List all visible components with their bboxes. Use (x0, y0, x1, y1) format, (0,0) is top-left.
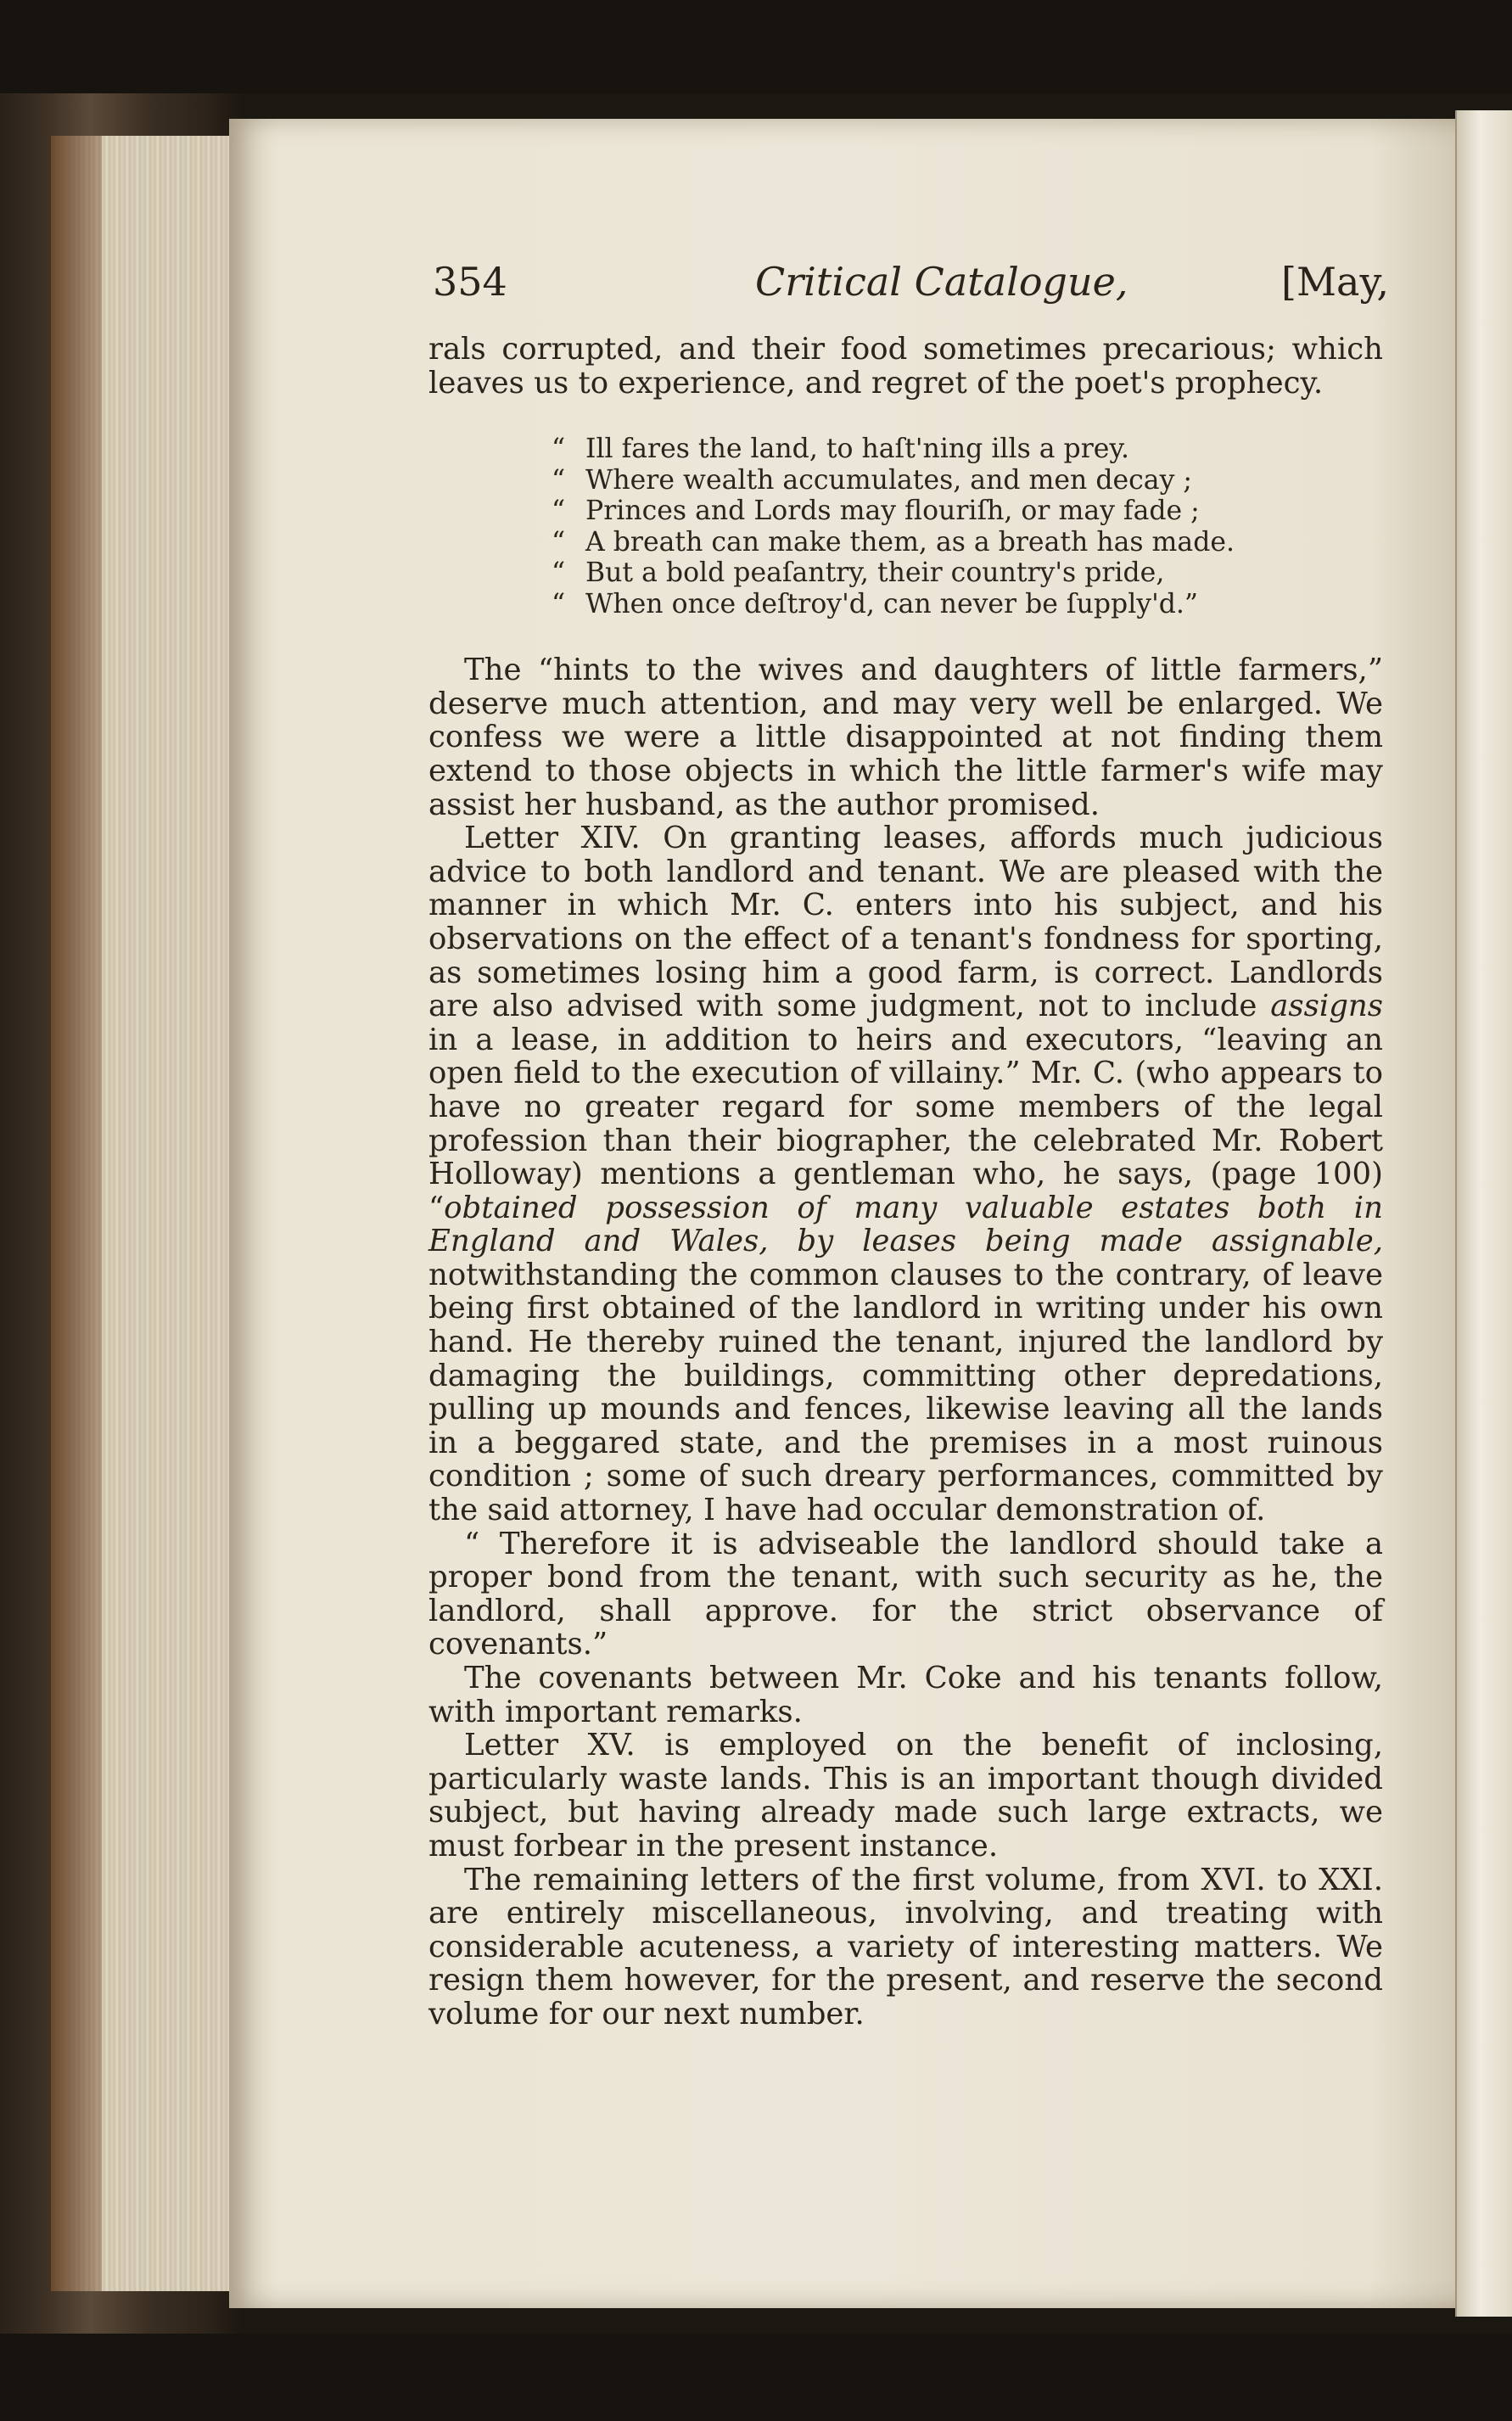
right-page-edge (1455, 110, 1512, 2317)
page-body (428, 333, 1383, 2032)
page-month: [May, (1281, 259, 1389, 305)
poem-quotation (552, 434, 1383, 619)
page-number: 354 (433, 259, 507, 305)
paragraph-therefore: “ Therefore it is adviseable the landlord should take a proper bond from the tenant, with such security as he, the landlord, shall approve. for the strict observance of covenants.” (428, 1526, 1383, 1662)
poem-line: “ Ill fares the land, to haſt'ning ills a prey. (552, 434, 1130, 465)
paragraph-covenants: The covenants between Mr. Coke and his tenants follow, with important remarks. (428, 1661, 1383, 1729)
poem-line: “ Where wealth accumulates, and men decay ; (552, 464, 1192, 496)
running-head (433, 259, 1392, 310)
paragraph-letter-xiv: Letter XIV. On granting leases, affords much judicious advice to both landlord and tenant. We are pleased with the manner in which Mr. C. enters into his subject, and his observations on the effect of a tenant's fondness for sporting, as sometimes losing him a good farm, is correct. Landlords are also advised with some judgment, not to include assigns in a lease, in addition to heirs and executors, “leaving an open field to the execution of villainy.” Mr. C. (who appears to have no greater regard for some members of the legal profession than their biographer, the celebrated Mr. Robert Holloway) mentions a gentleman who, he says, (page 100) “obtained possession of many valuable estates both in England and Wales, by leases being made assignable, notwithstanding the common clauses to the contrary, of leave being first obtained of the landlord in writing under his own hand. He thereby ruined the tenant, injured the landlord by damaging the buildings, committing other depredations, pulling up mounds and fences, likewise leaving all the lands in a beggared state, and the premises in a most ruinous condition ; some of such dreary performances, committed by the said attorney, I have had occular demonstration of. (428, 821, 1383, 1528)
paragraph-letter-xv: Letter XV. is employed on the benefit of inclosing, particularly waste lands. This is an important though divided subject, but having already made such large extracts, we must forbear in the present instance. (428, 1728, 1383, 1863)
poem-line: “ Princes and Lords may flouriſh, or may fade ; (552, 496, 1200, 527)
page-edge-stain (51, 136, 102, 2291)
paragraph-remaining-letters: The remaining letters of the first volume, from XVI. to XXI. are entirely miscellaneous, involving, and treating with considerable acuteness, a variety of interesting matters. We resign them however, for the present, and reserve the second volume for our next number. (428, 1862, 1383, 2032)
page-title: Critical Catalogue, (755, 259, 1128, 305)
poem-line: “ But a bold peaſantry, their country's pride, (552, 558, 1165, 589)
italic-quotation: obtained possession of many valuable estates both in England and Wales, by leases being made assignable, (428, 1190, 1383, 1259)
paragraph-hints: The “hints to the wives and daughters of little farmers,” deserve much attention, and may very well be enlarged. We confess we were a little disappointed at not finding them extend to those objects in which the little farmer's wife may assist her husband, as the author promised. (428, 653, 1383, 822)
italic-assigns: assigns (1270, 989, 1383, 1024)
poem-line: “ When once deſtroy'd, can never be ſupply'd.” (552, 588, 1199, 619)
poem-line: “ A breath can make them, as a breath has made. (552, 526, 1235, 558)
opening-paragraph: rals corrupted, and their food sometimes precarious; which leaves us to experience, and regret of the poet's prophecy. (428, 332, 1383, 401)
